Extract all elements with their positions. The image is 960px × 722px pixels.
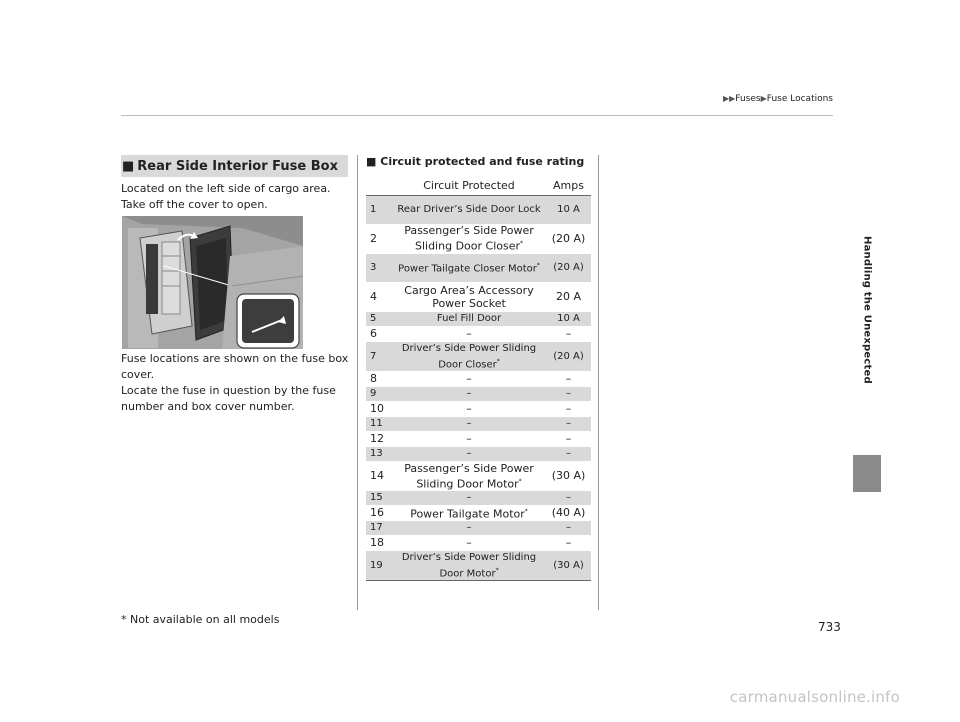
footnote: * Not available on all models — [121, 613, 280, 626]
circuit-text: – — [466, 402, 472, 416]
fuse-number: 4 — [370, 290, 377, 303]
square-bullet-icon: ■ — [366, 155, 377, 168]
asterisk-marker: * — [536, 262, 540, 270]
circuit-text: Driver’s Side Power Sliding Door Closer — [401, 342, 537, 370]
asterisk-marker: * — [495, 566, 499, 574]
breadcrumb-item[interactable]: Fuses — [735, 94, 761, 104]
circuit-name — [392, 521, 546, 535]
fuse-number: 14 — [370, 469, 384, 483]
fuse-number: 1 — [366, 196, 392, 224]
breadcrumb-arrow-icon: ▶▶ — [722, 94, 736, 103]
circuit-text: – — [466, 522, 472, 534]
fuse-number: 11 — [366, 417, 392, 431]
breadcrumb — [723, 94, 833, 104]
fuse-number: 12 — [370, 432, 384, 446]
fuse-number: 3 — [366, 254, 392, 282]
fuse-amps: (30 A) — [546, 551, 591, 581]
table-row — [366, 491, 591, 505]
circuit-text: – — [466, 372, 472, 386]
fuse-amps: – — [546, 491, 591, 505]
circuit-text: Power Tailgate Closer Motor — [398, 263, 537, 275]
circuit-name — [392, 387, 546, 401]
intro-paragraph: Located on the left side of cargo area. Take off the cover to open. — [121, 182, 331, 211]
table-row — [366, 535, 591, 551]
circuit-name — [392, 447, 546, 461]
table-row — [366, 505, 591, 521]
fuse-amps: – — [565, 402, 572, 416]
table-row — [366, 401, 591, 417]
circuit-name — [392, 491, 546, 505]
fuse-amps: (30 A) — [551, 469, 586, 483]
circuit-name — [392, 224, 546, 254]
column-divider — [357, 155, 358, 610]
table-row — [366, 551, 591, 581]
fuse-number: 10 — [370, 402, 384, 416]
fuse-amps: (20 A) — [546, 342, 591, 371]
fuse-amps: (40 A) — [551, 506, 586, 520]
circuit-name — [392, 326, 546, 342]
watermark: carmanualsonline.info — [729, 688, 900, 706]
fuse-amps: – — [546, 521, 591, 535]
fuse-amps: – — [546, 387, 591, 401]
circuit-name — [392, 461, 546, 491]
circuit-name — [392, 282, 546, 312]
table-row — [366, 342, 591, 371]
circuit-text: – — [466, 448, 472, 460]
table-row — [366, 417, 591, 431]
fuse-amps: – — [546, 417, 591, 431]
fuse-box-photo — [122, 216, 303, 349]
fuse-amps: – — [565, 327, 572, 340]
fuse-amps: – — [546, 447, 591, 461]
circuit-name — [392, 371, 546, 387]
fuse-number: 5 — [366, 312, 392, 326]
asterisk-marker: * — [520, 240, 524, 248]
table-row — [366, 312, 591, 326]
circuit-text: Rear Driver’s Side Door Lock — [397, 204, 541, 216]
fuse-amps: (20 A) — [546, 254, 591, 282]
circuit-text: – — [466, 418, 472, 430]
fuse-number: 8 — [370, 372, 377, 386]
table-caption — [366, 155, 584, 168]
circuit-text: – — [466, 388, 472, 400]
table-caption-text: Circuit protected and fuse rating — [380, 155, 585, 168]
fuse-amps: 20 A — [555, 290, 582, 303]
section-title: Rear Side Interior Fuse Box — [137, 158, 338, 174]
circuit-name — [392, 254, 546, 282]
asterisk-marker: * — [518, 477, 522, 485]
fuse-amps: 10 A — [546, 196, 591, 224]
fuse-number: 13 — [366, 447, 392, 461]
fuse-amps: 10 A — [546, 312, 591, 326]
table-row — [366, 282, 591, 312]
circuit-name — [392, 342, 546, 371]
circuit-text: Power Tailgate Motor — [410, 507, 525, 521]
table-header-amps: Amps — [546, 175, 591, 196]
side-chapter-label: Handling the Unexpected — [861, 236, 873, 384]
circuit-name — [392, 505, 546, 521]
table-row — [366, 254, 591, 282]
table-row — [366, 326, 591, 342]
table-header-circuit: Circuit Protected — [392, 175, 546, 196]
table-row — [366, 196, 591, 224]
fuse-number: 6 — [370, 327, 377, 340]
asterisk-marker: * — [524, 508, 528, 515]
breadcrumb-arrow-icon: ▶ — [760, 94, 767, 103]
fuse-box-illustration — [122, 216, 303, 349]
table-row — [366, 371, 591, 387]
column-divider — [598, 155, 599, 610]
circuit-text: Fuel Fill Door — [436, 313, 502, 324]
table-row — [366, 387, 591, 401]
circuit-text: Driver’s Side Power Sliding Door Motor — [401, 551, 537, 580]
fuse-table — [366, 175, 591, 581]
fuse-number: 17 — [366, 521, 392, 535]
fuse-number: 9 — [366, 387, 392, 401]
circuit-text: – — [466, 432, 472, 446]
fuse-amps: (20 A) — [551, 232, 586, 245]
fuse-number: 19 — [366, 551, 392, 581]
fuse-number: 18 — [370, 536, 384, 550]
circuit-text: Passenger’s Side Power Sliding Door Motor — [404, 461, 534, 491]
circuit-name — [392, 312, 546, 326]
table-row — [366, 224, 591, 254]
table-row — [366, 447, 591, 461]
fuse-number: 15 — [366, 491, 392, 505]
fuse-number: 7 — [366, 342, 392, 371]
fuse-amps: – — [565, 432, 572, 446]
note-paragraph: Fuse locations are shown on the fuse box cover. — [121, 352, 349, 381]
header-divider — [121, 115, 833, 116]
table-row — [366, 461, 591, 491]
circuit-text: Cargo Area’s Accessory Power Socket — [404, 283, 534, 310]
fuse-table-body — [366, 196, 591, 581]
table-row — [366, 521, 591, 535]
circuit-name — [392, 431, 546, 447]
table-header-num — [366, 175, 392, 196]
circuit-name — [392, 417, 546, 431]
section-heading — [121, 155, 348, 177]
circuit-name — [392, 196, 546, 224]
note-paragraph: Locate the fuse in question by the fuse number and box cover number. — [121, 384, 336, 413]
circuit-name — [392, 401, 546, 417]
circuit-name — [392, 551, 546, 581]
fuse-amps: – — [565, 372, 572, 386]
chapter-tab[interactable] — [853, 455, 881, 492]
breadcrumb-item[interactable]: Fuse Locations — [766, 94, 833, 104]
fuse-number: 2 — [370, 232, 377, 245]
fuse-amps: – — [565, 536, 572, 550]
circuit-text: – — [466, 536, 472, 550]
fuse-number: 16 — [370, 506, 384, 520]
circuit-text: Passenger’s Side Power Sliding Door Closer — [404, 224, 534, 253]
asterisk-marker: * — [496, 357, 500, 365]
circuit-text: – — [466, 327, 472, 340]
table-row — [366, 431, 591, 447]
square-bullet-icon: ■ — [122, 158, 135, 174]
circuit-text: – — [466, 492, 472, 504]
circuit-name — [392, 535, 546, 551]
page-number: 733 — [818, 620, 841, 634]
